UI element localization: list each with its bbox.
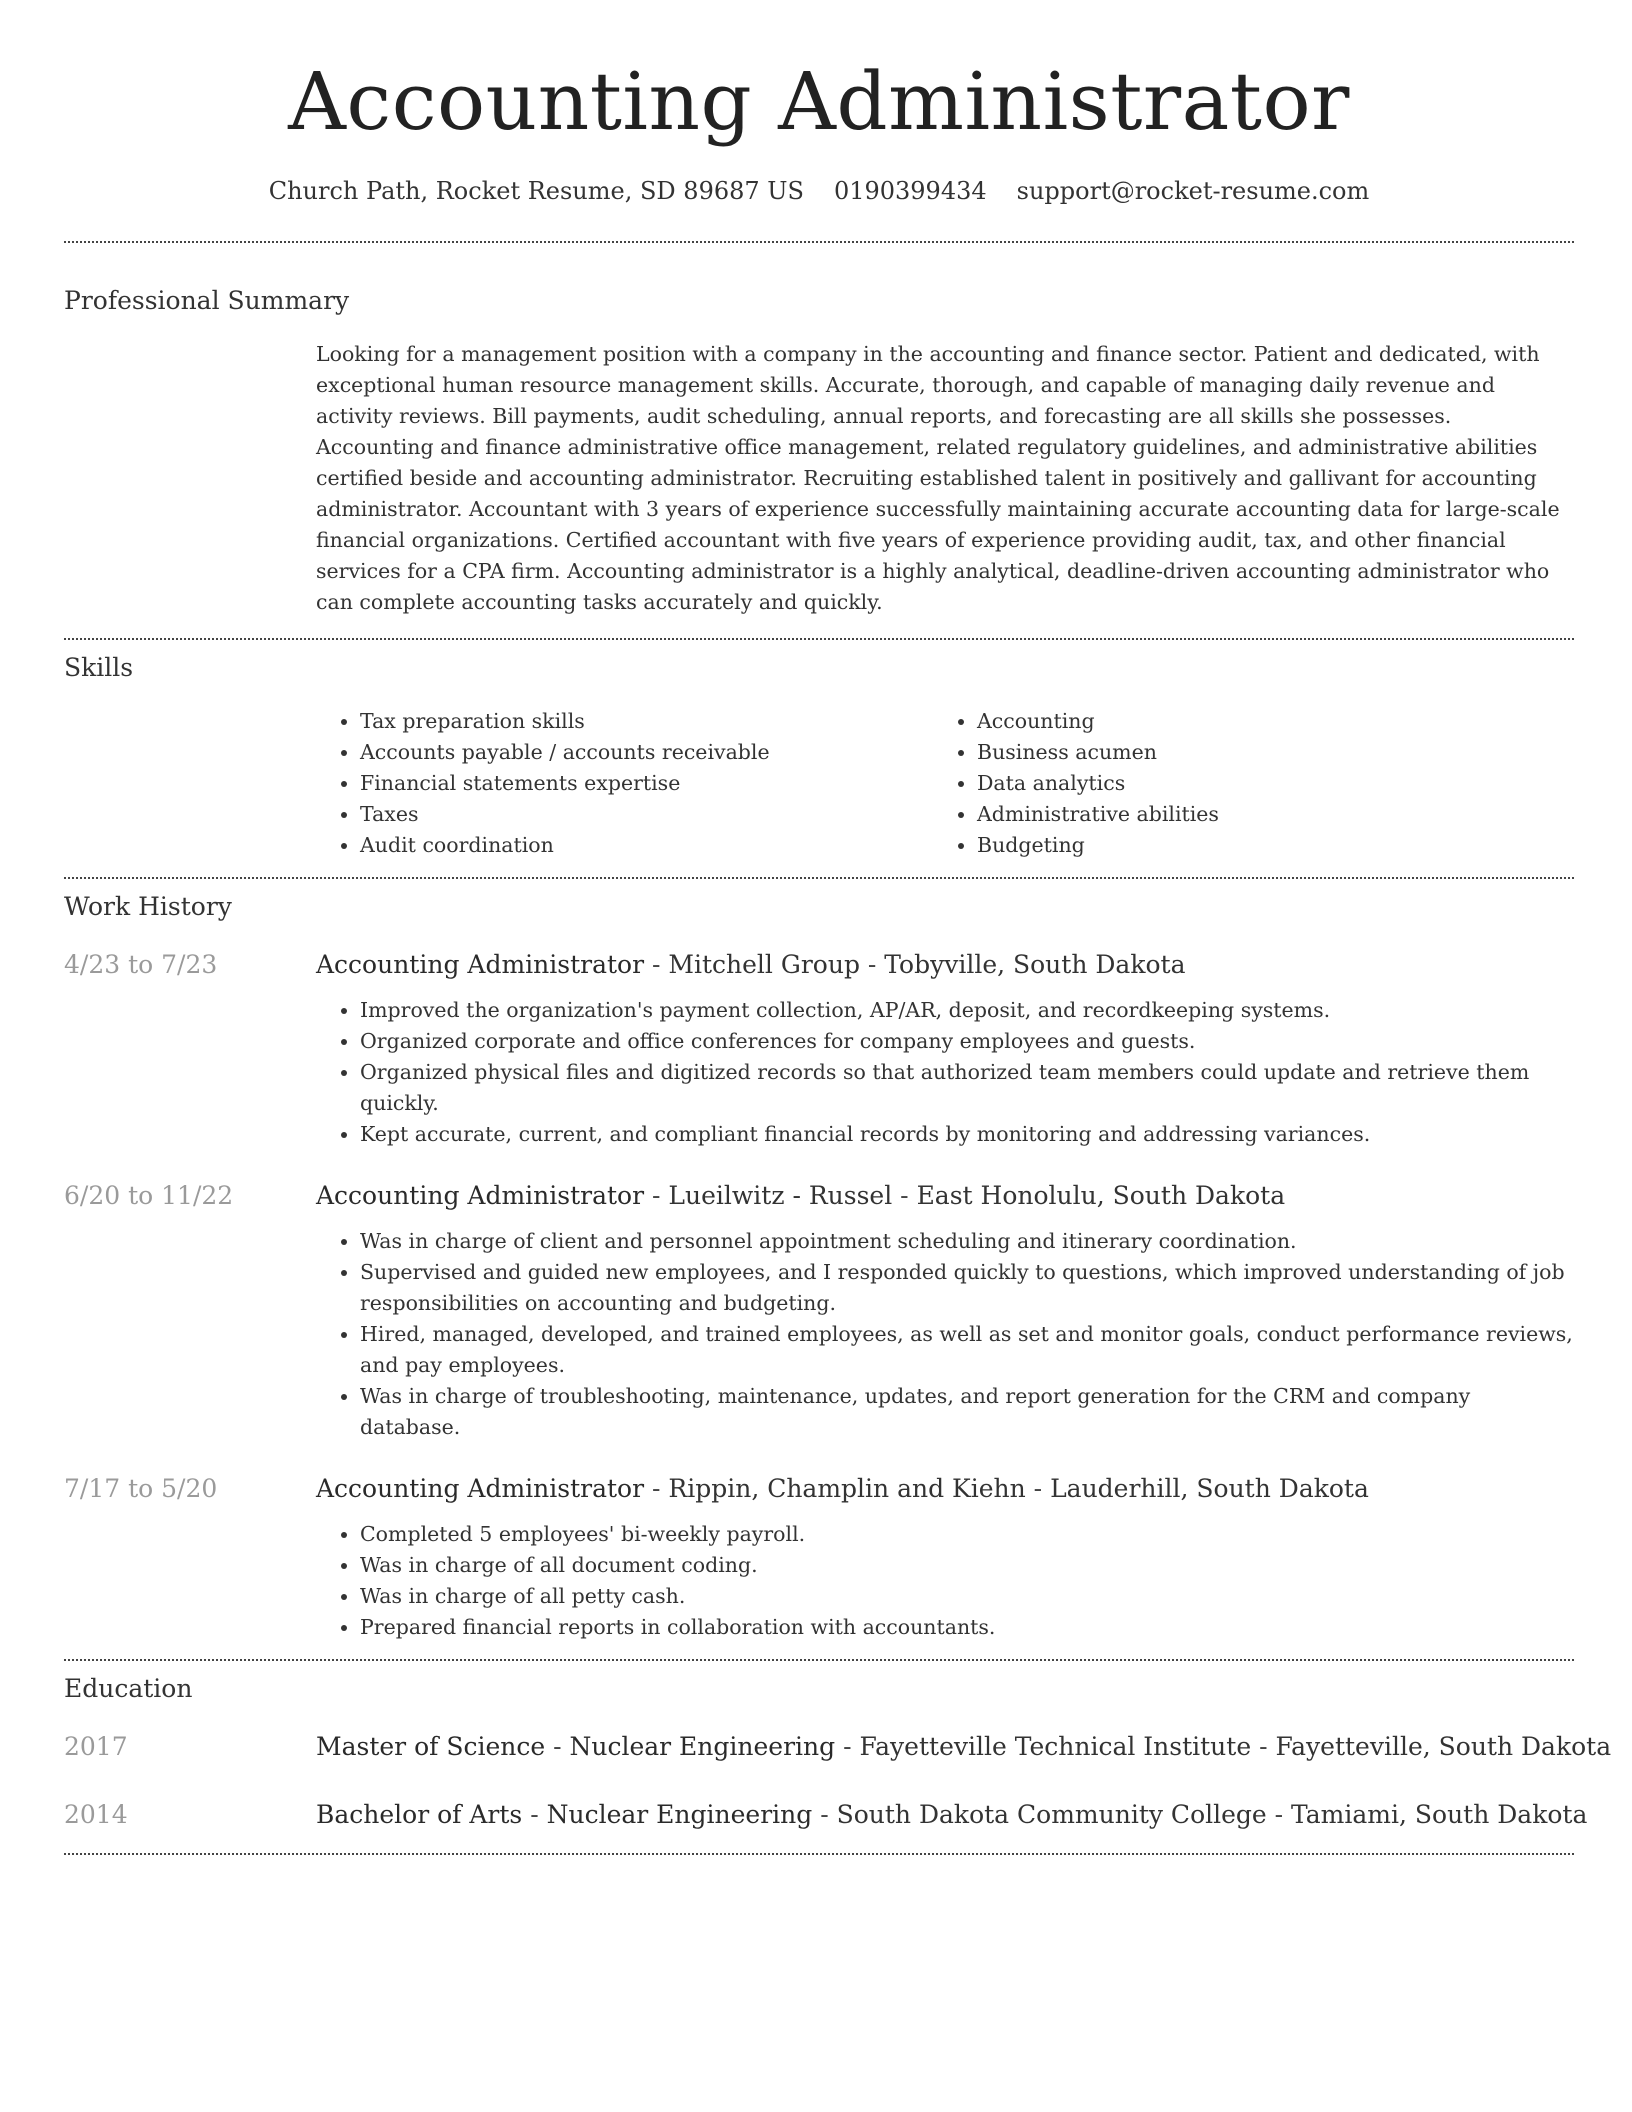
skill-item: • Audit coordination <box>360 830 933 861</box>
skills-column-right <box>933 706 1219 861</box>
job-bullets <box>316 995 1574 1150</box>
edu-field: Nuclear Engineering <box>546 1800 813 1829</box>
summary-content <box>316 339 1574 618</box>
edu-field: Nuclear Engineering <box>569 1732 836 1761</box>
work-body <box>316 1473 1574 1643</box>
section-title-summary: Professional Summary <box>64 286 350 315</box>
job-bullet: • Was in charge of all document coding. <box>360 1550 1574 1581</box>
work-entry <box>64 1473 1574 1643</box>
education-body <box>316 1799 1587 1831</box>
job-bullet: • Was in charge of client and personnel appointment scheduling and itinerary coordination. <box>360 1226 1574 1257</box>
divider <box>64 638 1574 640</box>
job-bullet: • Organized corporate and office conferences for company employees and guests. <box>360 1026 1574 1057</box>
job-bullet: • Supervised and guided new employees, and I responded quickly to questions, which improved understanding of job responsibilities on accounting and budgeting. <box>360 1257 1574 1319</box>
section-title-skills: Skills <box>64 653 134 682</box>
education-year: 2017 <box>64 1732 128 1761</box>
job-bullet: • Hired, managed, developed, and trained employees, as well as set and monitor goals, conduct performance reviews, and pay employees. <box>360 1319 1574 1381</box>
job-bullet: • Prepared financial reports in collaboration with accountants. <box>360 1612 1574 1643</box>
skill-item: • Business acumen <box>977 737 1219 768</box>
job-bullet: • Organized physical files and digitized records so that authorized team members could update and retrieve them quickly. <box>360 1057 1574 1119</box>
education-body <box>316 1731 1611 1763</box>
work-entry <box>64 1180 1574 1443</box>
summary-text: Looking for a management position with a company in the accounting and finance sector. Patient and dedicated, with exceptional human resource management skills. Accurate, thorough, and capable of managing daily revenue and activity reviews. Bill payments, audit scheduling, annual reports, and forecasting are all skills she possesses. Accounting and finance administrative office management, related regulatory guidelines, and administrative abilities certified beside and accounting administrator. Recruiting established talent in positively and gallivant for accounting administrator. Accountant with 3 years of experience successfully maintaining accurate accounting data for large-scale financial organizations. Certified accountant with five years of experience providing audit, tax, and other financial services for a CPA firm. Accounting administrator is a highly analytical, deadline-driven accounting administrator who can complete accounting tasks accurately and quickly. <box>316 342 1560 614</box>
work-body <box>316 1180 1574 1443</box>
job-bullets <box>316 1519 1574 1643</box>
skill-item: • Budgeting <box>977 830 1219 861</box>
job-company: Mitchell Group <box>668 950 860 979</box>
section-title-work: Work History <box>64 892 232 921</box>
job-bullet: • Was in charge of all petty cash. <box>360 1581 1574 1612</box>
job-location: East Honolulu, South Dakota <box>916 1181 1286 1210</box>
job-bullet: • Completed 5 employees' bi-weekly payroll. <box>360 1519 1574 1550</box>
contact-line <box>64 174 1574 208</box>
contact-phone: 0190399434 <box>833 177 987 205</box>
education-entry <box>64 1731 1612 1763</box>
job-bullet: • Was in charge of troubleshooting, maintenance, updates, and report generation for the CRM and company database. <box>360 1381 1574 1443</box>
work-body <box>316 949 1574 1150</box>
job-location: Lauderhill, South Dakota <box>1050 1474 1369 1503</box>
work-title: Accounting Administrator - Rippin, Champlin and Kiehn - Lauderhill, South Dakota <box>316 1474 1369 1503</box>
contact-email: support@rocket-resume.com <box>1016 177 1370 205</box>
skill-item: • Accounts payable / accounts receivable <box>360 737 933 768</box>
job-role: Accounting Administrator <box>316 1181 645 1210</box>
skill-item: • Accounting <box>977 706 1219 737</box>
education-year: 2014 <box>64 1800 128 1829</box>
job-bullets <box>316 1226 1574 1443</box>
skill-item: • Tax preparation skills <box>360 706 933 737</box>
work-title: Accounting Administrator - Lueilwitz - Russel - East Honolulu, South Dakota <box>316 1181 1286 1210</box>
section-title-education: Education <box>64 1674 193 1703</box>
skill-item: • Taxes <box>360 799 933 830</box>
edu-degree: Bachelor of Arts <box>316 1800 523 1829</box>
work-title: Accounting Administrator - Mitchell Group - Tobyville, South Dakota <box>316 950 1186 979</box>
divider <box>64 1853 1574 1855</box>
edu-location: Tamiami, South Dakota <box>1291 1800 1588 1829</box>
contact-address: Church Path, Rocket Resume, SD 89687 US <box>268 177 804 205</box>
job-role: Accounting Administrator <box>316 950 645 979</box>
edu-school: South Dakota Community College <box>836 1800 1267 1829</box>
job-bullet: • Improved the organization's payment collection, AP/AR, deposit, and recordkeeping systems. <box>360 995 1574 1026</box>
divider <box>64 241 1574 243</box>
work-dates: 6/20 to 11/22 <box>64 1181 234 1210</box>
work-dates: 7/17 to 5/20 <box>64 1474 218 1503</box>
resume-name: Accounting Administrator <box>288 55 1350 148</box>
job-role: Accounting Administrator <box>316 1474 645 1503</box>
education-title: Bachelor of Arts - Nuclear Engineering - South Dakota Community College - Tamiami, South Dakota <box>316 1800 1588 1829</box>
job-location: Tobyville, South Dakota <box>884 950 1186 979</box>
skill-item: • Data analytics <box>977 768 1219 799</box>
edu-location: Fayetteville, South Dakota <box>1275 1732 1612 1761</box>
skill-item: • Administrative abilities <box>977 799 1219 830</box>
divider <box>64 1659 1574 1661</box>
job-company: Lueilwitz - Russel <box>668 1181 893 1210</box>
skills-list <box>316 706 1574 861</box>
education-title: Master of Science - Nuclear Engineering - Fayetteville Technical Institute - Fayetteville, South Dakota <box>316 1732 1612 1761</box>
edu-degree: Master of Science <box>316 1732 546 1761</box>
job-bullet: • Kept accurate, current, and compliant financial records by monitoring and addressing variances. <box>360 1119 1574 1150</box>
skill-item: • Financial statements expertise <box>360 768 933 799</box>
skills-column-left <box>316 706 933 861</box>
edu-school: Fayetteville Technical Institute <box>859 1732 1252 1761</box>
work-dates: 4/23 to 7/23 <box>64 950 218 979</box>
divider <box>64 877 1574 879</box>
resume-page <box>64 0 1612 1855</box>
education-entry <box>64 1799 1588 1831</box>
work-entry <box>64 949 1574 1150</box>
job-company: Rippin, Champlin and Kiehn <box>668 1474 1026 1503</box>
